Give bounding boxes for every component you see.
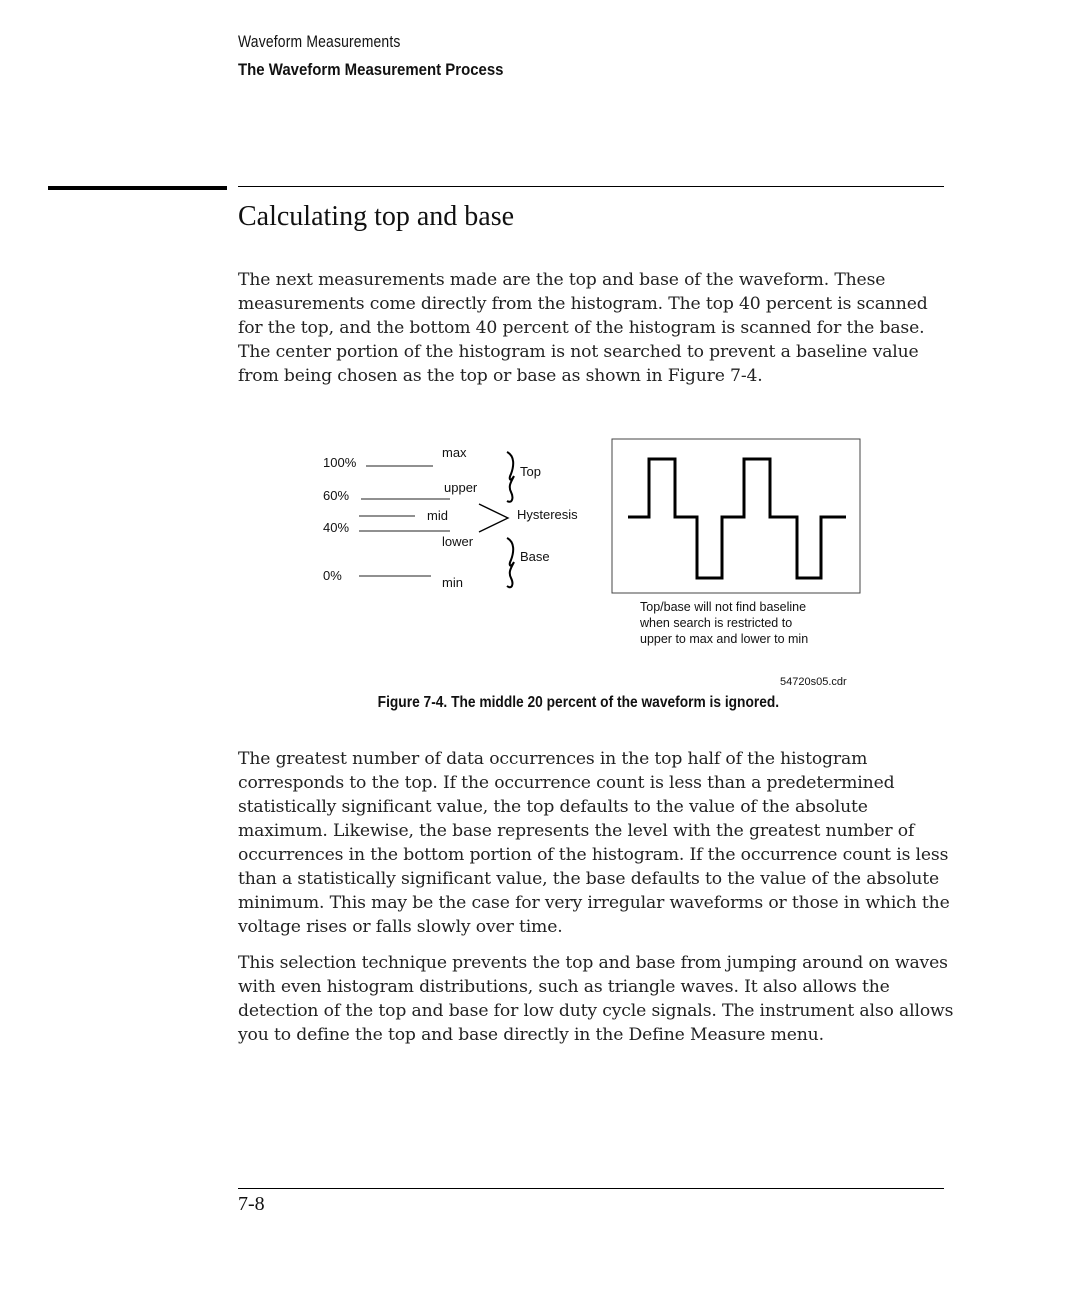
- label-lower: lower: [442, 534, 474, 549]
- running-header-title: The Waveform Measurement Process: [238, 60, 504, 79]
- note-line-2: when search is restricted to: [640, 616, 793, 630]
- label-100-percent: 100%: [323, 455, 357, 470]
- label-max: max: [442, 445, 467, 460]
- section-rule-thick: [48, 186, 227, 190]
- page-number: 7-8: [238, 1193, 265, 1215]
- label-mid: mid: [427, 508, 448, 523]
- section-heading: Calculating top and base: [238, 201, 515, 232]
- label-40-percent: 40%: [323, 520, 350, 535]
- brace-top: [507, 452, 514, 502]
- label-60-percent: 60%: [323, 488, 350, 503]
- note-line-1: Top/base will not find baseline: [640, 600, 807, 614]
- brace-base: [507, 538, 514, 587]
- paragraph-top-base-detail: The greatest number of data occurrences in the top half of the histogram corresponds to the top. If the occurrence count is less than a predetermined statistically significant value, the top defaults to the value of the absolute maximum. Likewise, the base represents the level with the greatest number of occurrences in the bottom portion of the histogram. If the occurrence count is less than a statistically significant value, the base defaults to the value of the absolute minimum. This may be the case for very irregular waveforms or those in which the voltage rises or falls slowly over time.: [238, 749, 950, 937]
- label-hysteresis-region: Hysteresis: [517, 507, 578, 522]
- label-upper: upper: [444, 480, 478, 495]
- label-base-region: Base: [520, 549, 550, 564]
- figure-caption: [238, 694, 918, 712]
- label-0-percent: 0%: [323, 568, 342, 583]
- paragraph-intro: The next measurements made are the top and base of the waveform. These measurements come directly from the histogram. The top 40 percent is scanned for the top, and the bottom 40 percent of the histogram is scanned for the base. The center portion of the histogram is not searched to prevent a baseline value from being chosen as the top or base as shown in Figure 7-4.: [238, 270, 928, 386]
- chevron-hysteresis: [479, 504, 508, 532]
- label-top-region: Top: [520, 464, 541, 479]
- running-header-section: Waveform Measurements: [238, 32, 401, 51]
- footer-rule: [238, 1188, 944, 1189]
- waveform-trace: [628, 459, 846, 578]
- figure-file-ref: 54720s05.cdr: [780, 676, 847, 688]
- label-min: min: [442, 575, 463, 590]
- figure-caption-text: Figure 7-4. The middle 20 percent of the waveform is ignored.: [377, 694, 779, 711]
- figure-diagram: [300, 430, 870, 692]
- section-rule-thin: [238, 186, 944, 187]
- note-line-3: upper to max and lower to min: [640, 632, 809, 646]
- paragraph-selection-technique: This selection technique prevents the top and base from jumping around on waves with even histogram distributions, such as triangle waves. It also allows the detection of the top and base for low duty cycle signals. The instrument also allows you to define the top and base directly in the Define Measure menu.: [238, 953, 954, 1045]
